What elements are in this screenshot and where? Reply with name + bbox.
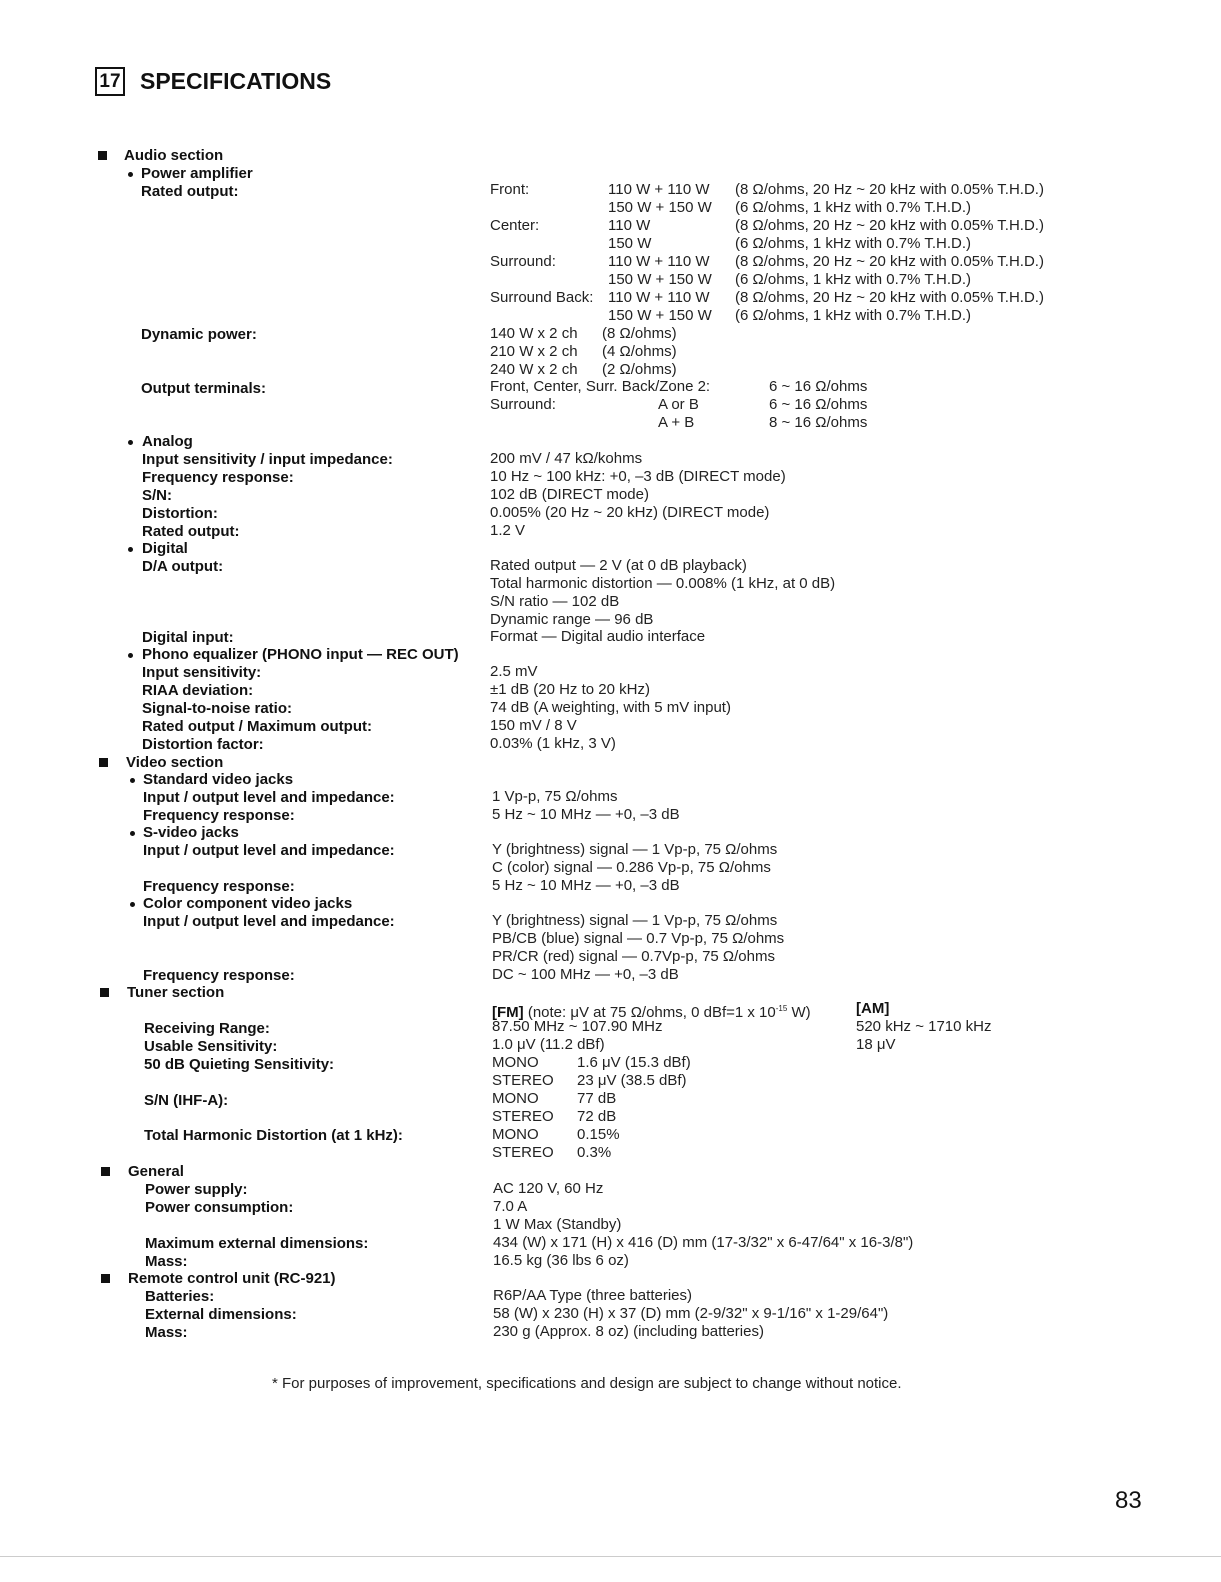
- spec-value: 230 g (Approx. 8 oz) (including batteries): [493, 1323, 764, 1340]
- mode-label: STEREO: [492, 1108, 554, 1125]
- spec-label: Distortion factor:: [142, 736, 264, 753]
- mode-value: 0.15%: [577, 1126, 620, 1143]
- spec-value: 1 Vp-p, 75 Ω/ohms: [492, 788, 618, 805]
- mode-value: 23 μV (38.5 dBf): [577, 1072, 687, 1089]
- spec-label: Total Harmonic Distortion (at 1 kHz):: [144, 1127, 403, 1144]
- rated-row-condition: (6 Ω/ohms, 1 kHz with 0.7% T.H.D.): [735, 199, 972, 216]
- fm-note: (note: μV at 75 Ω/ohms, 0 dBf=1 x 10: [527, 1004, 776, 1021]
- section-bullet: [98, 151, 107, 160]
- spec-value: 18 μV: [856, 1036, 896, 1053]
- section-bullet: [101, 1274, 110, 1283]
- spec-value: PR/CR (red) signal — 0.7Vp-p, 75 Ω/ohms: [492, 948, 775, 965]
- fm-note-end: W): [787, 1004, 811, 1021]
- section-bullet: [101, 1167, 110, 1176]
- mode-value: 0.3%: [577, 1144, 612, 1161]
- rated-row-power: 110 W + 110 W: [608, 253, 710, 270]
- terminal-row-label: Surround:: [490, 396, 556, 413]
- spec-value: 200 mV / 47 kΩ/kohms: [490, 450, 643, 467]
- spec-value: PB/CB (blue) signal — 0.7 Vp-p, 75 Ω/ohms: [492, 930, 785, 947]
- section-number-box: 17: [95, 67, 125, 96]
- spec-label: Distortion:: [142, 505, 218, 522]
- spec-label: Input sensitivity:: [142, 664, 262, 681]
- mode-label: MONO: [492, 1054, 539, 1071]
- component-video-heading: Color component video jacks: [143, 895, 353, 912]
- mode-value: 72 dB: [577, 1108, 617, 1125]
- spec-label: Frequency response:: [142, 469, 294, 486]
- rated-row-power: 110 W: [608, 217, 651, 234]
- power-amplifier-heading: Power amplifier: [141, 165, 253, 182]
- rated-row-condition: (8 Ω/ohms, 20 Hz ~ 20 kHz with 0.05% T.H.D.): [735, 289, 1044, 306]
- rated-row-condition: (8 Ω/ohms, 20 Hz ~ 20 kHz with 0.05% T.H.D.): [735, 181, 1044, 198]
- spec-value: 7.0 A: [493, 1198, 528, 1215]
- sub-bullet: [128, 440, 133, 445]
- rated-row-power: 110 W + 110 W: [608, 181, 710, 198]
- da-output-line: S/N ratio — 102 dB: [490, 593, 620, 610]
- spec-value: 10 Hz ~ 100 kHz: +0, –3 dB (DIRECT mode): [490, 468, 786, 485]
- spec-label: S/N (IHF-A):: [144, 1092, 229, 1109]
- da-output-label: D/A output:: [142, 558, 224, 575]
- mode-label: STEREO: [492, 1144, 554, 1161]
- terminal-row-mode: A or B: [658, 396, 699, 413]
- spec-label: Input / output level and impedance:: [143, 913, 395, 930]
- spec-label: Mass:: [145, 1324, 188, 1341]
- spec-value: DC ~ 100 MHz — +0, –3 dB: [492, 966, 679, 983]
- section-bullet: [99, 758, 108, 767]
- rated-row-power: 150 W + 150 W: [608, 199, 712, 216]
- spec-value: R6P/AA Type (three batteries): [493, 1287, 692, 1304]
- spec-label: Power supply:: [145, 1181, 248, 1198]
- rated-row-label: Front:: [490, 181, 530, 198]
- spec-value: 0.005% (20 Hz ~ 20 kHz) (DIRECT mode): [490, 504, 770, 521]
- terminal-row-label: Front, Center, Surr. Back/Zone 2:: [490, 378, 711, 395]
- rated-row-power: 110 W + 110 W: [608, 289, 710, 306]
- rated-row-condition: (8 Ω/ohms, 20 Hz ~ 20 kHz with 0.05% T.H.D.): [735, 253, 1044, 270]
- spec-label: Input / output level and impedance:: [143, 842, 395, 859]
- analog-heading: Analog: [142, 433, 193, 450]
- rated-row-label: Center:: [490, 217, 540, 234]
- digital-input-label: Digital input:: [142, 629, 234, 646]
- dynamic-power-label: Dynamic power:: [141, 326, 257, 343]
- rated-row-condition: (6 Ω/ohms, 1 kHz with 0.7% T.H.D.): [735, 235, 972, 252]
- da-output-line: Rated output — 2 V (at 0 dB playback): [490, 557, 747, 574]
- digital-input-value: Format — Digital audio interface: [490, 628, 706, 645]
- mode-label: STEREO: [492, 1072, 554, 1089]
- bottom-rule: [0, 1556, 1221, 1557]
- page-title: SPECIFICATIONS: [140, 68, 332, 94]
- spec-value: 434 (W) x 171 (H) x 416 (D) mm (17-3/32" x 6-47/64" x 16-3/8"): [493, 1234, 914, 1251]
- sub-bullet: [130, 831, 135, 836]
- spec-value: 520 kHz ~ 1710 kHz: [856, 1018, 992, 1035]
- sub-bullet: [128, 653, 133, 658]
- mode-value: 1.6 μV (15.3 dBf): [577, 1054, 691, 1071]
- spec-label: Frequency response:: [143, 807, 295, 824]
- spec-label: External dimensions:: [145, 1306, 297, 1323]
- spec-label: RIAA deviation:: [142, 682, 254, 699]
- fm-note-exponent: -15: [775, 1004, 788, 1013]
- spec-value: ±1 dB (20 Hz to 20 kHz): [490, 681, 650, 698]
- terminal-row-mode: A + B: [658, 414, 695, 431]
- phono-heading: Phono equalizer (PHONO input — REC OUT): [142, 646, 459, 663]
- am-label: [AM]: [856, 1000, 890, 1017]
- spec-value: 0.03% (1 kHz, 3 V): [490, 735, 616, 752]
- spec-value: 87.50 MHz ~ 107.90 MHz: [492, 1018, 663, 1035]
- mode-value: 77 dB: [577, 1090, 617, 1107]
- rated-row-label: Surround Back:: [490, 289, 594, 306]
- mode-label: MONO: [492, 1090, 539, 1107]
- spec-value: C (color) signal — 0.286 Vp-p, 75 Ω/ohms: [492, 859, 771, 876]
- fm-label: [FM]: [492, 1004, 524, 1021]
- spec-value: 2.5 mV: [490, 663, 538, 680]
- terminal-row-impedance: 6 ~ 16 Ω/ohms: [769, 378, 868, 395]
- rated-row-label: Surround:: [490, 253, 556, 270]
- rated-row-power: 150 W + 150 W: [608, 307, 712, 324]
- terminal-row-impedance: 6 ~ 16 Ω/ohms: [769, 396, 868, 413]
- spec-label: Power consumption:: [145, 1199, 294, 1216]
- dynamic-row-load: (2 Ω/ohms): [602, 361, 677, 378]
- standard-video-heading: Standard video jacks: [143, 771, 294, 788]
- spec-label: Signal-to-noise ratio:: [142, 700, 292, 717]
- spec-value: 102 dB (DIRECT mode): [490, 486, 649, 503]
- spec-value: 5 Hz ~ 10 MHz — +0, –3 dB: [492, 806, 680, 823]
- output-terminals-label: Output terminals:: [141, 380, 267, 397]
- spec-label: Frequency response:: [143, 878, 295, 895]
- rated-row-condition: (6 Ω/ohms, 1 kHz with 0.7% T.H.D.): [735, 271, 972, 288]
- dynamic-row-load: (4 Ω/ohms): [602, 343, 677, 360]
- rated-row-power: 150 W + 150 W: [608, 271, 712, 288]
- terminal-row-impedance: 8 ~ 16 Ω/ohms: [769, 414, 868, 431]
- spec-label: S/N:: [142, 487, 172, 504]
- spec-value: 5 Hz ~ 10 MHz — +0, –3 dB: [492, 877, 680, 894]
- digital-heading: Digital: [142, 540, 188, 557]
- dynamic-row-power: 140 W x 2 ch: [490, 325, 578, 342]
- page-number: 83: [1115, 1487, 1142, 1514]
- spec-value: 74 dB (A weighting, with 5 mV input): [490, 699, 731, 716]
- sub-bullet: [130, 778, 135, 783]
- spec-label: Input sensitivity / input impedance:: [142, 451, 393, 468]
- spec-label: Usable Sensitivity:: [144, 1038, 278, 1055]
- tuner-section-heading: Tuner section: [127, 984, 225, 1001]
- mode-label: MONO: [492, 1126, 539, 1143]
- remote-section-heading: Remote control unit (RC-921): [128, 1270, 336, 1287]
- spec-value: 1 W Max (Standby): [493, 1216, 622, 1233]
- footnote: * For purposes of improvement, specifications and design are subject to change without notice.: [272, 1375, 902, 1392]
- spec-label: Input / output level and impedance:: [143, 789, 395, 806]
- rated-row-condition: (8 Ω/ohms, 20 Hz ~ 20 kHz with 0.05% T.H.D.): [735, 217, 1044, 234]
- dynamic-row-power: 240 W x 2 ch: [490, 361, 578, 378]
- spec-value: 58 (W) x 230 (H) x 37 (D) mm (2-9/32" x 9-1/16" x 1-29/64"): [493, 1305, 889, 1322]
- spec-label: Mass:: [145, 1253, 188, 1270]
- spec-value: Y (brightness) signal — 1 Vp-p, 75 Ω/ohms: [492, 841, 778, 858]
- spec-value: Y (brightness) signal — 1 Vp-p, 75 Ω/ohms: [492, 912, 778, 929]
- dynamic-row-power: 210 W x 2 ch: [490, 343, 578, 360]
- sub-bullet: [128, 172, 133, 177]
- video-section-heading: Video section: [126, 754, 224, 771]
- general-section-heading: General: [128, 1163, 184, 1180]
- da-output-line: Total harmonic distortion — 0.008% (1 kHz, at 0 dB): [490, 575, 836, 592]
- spec-label: Rated output:: [142, 523, 240, 540]
- audio-section-heading: Audio section: [124, 147, 224, 164]
- da-output-line: Dynamic range — 96 dB: [490, 611, 654, 628]
- spec-label: Batteries:: [145, 1288, 215, 1305]
- rated-output-label: Rated output:: [141, 183, 239, 200]
- spec-label: Maximum external dimensions:: [145, 1235, 369, 1252]
- spec-value: AC 120 V, 60 Hz: [493, 1180, 604, 1197]
- spec-label: Frequency response:: [143, 967, 295, 984]
- sub-bullet: [128, 547, 133, 552]
- spec-value: 1.2 V: [490, 522, 526, 539]
- rated-row-power: 150 W: [608, 235, 652, 252]
- rated-row-condition: (6 Ω/ohms, 1 kHz with 0.7% T.H.D.): [735, 307, 972, 324]
- svideo-heading: S-video jacks: [143, 824, 239, 841]
- spec-value: 150 mV / 8 V: [490, 717, 577, 734]
- spec-label: Receiving Range:: [144, 1020, 270, 1037]
- spec-label: 50 dB Quieting Sensitivity:: [144, 1056, 335, 1073]
- spec-label: Rated output / Maximum output:: [142, 718, 372, 735]
- spec-value: 1.0 μV (11.2 dBf): [492, 1036, 605, 1053]
- section-bullet: [100, 988, 109, 997]
- spec-value: 16.5 kg (36 lbs 6 oz): [493, 1252, 629, 1269]
- sub-bullet: [130, 902, 135, 907]
- dynamic-row-load: (8 Ω/ohms): [602, 325, 677, 342]
